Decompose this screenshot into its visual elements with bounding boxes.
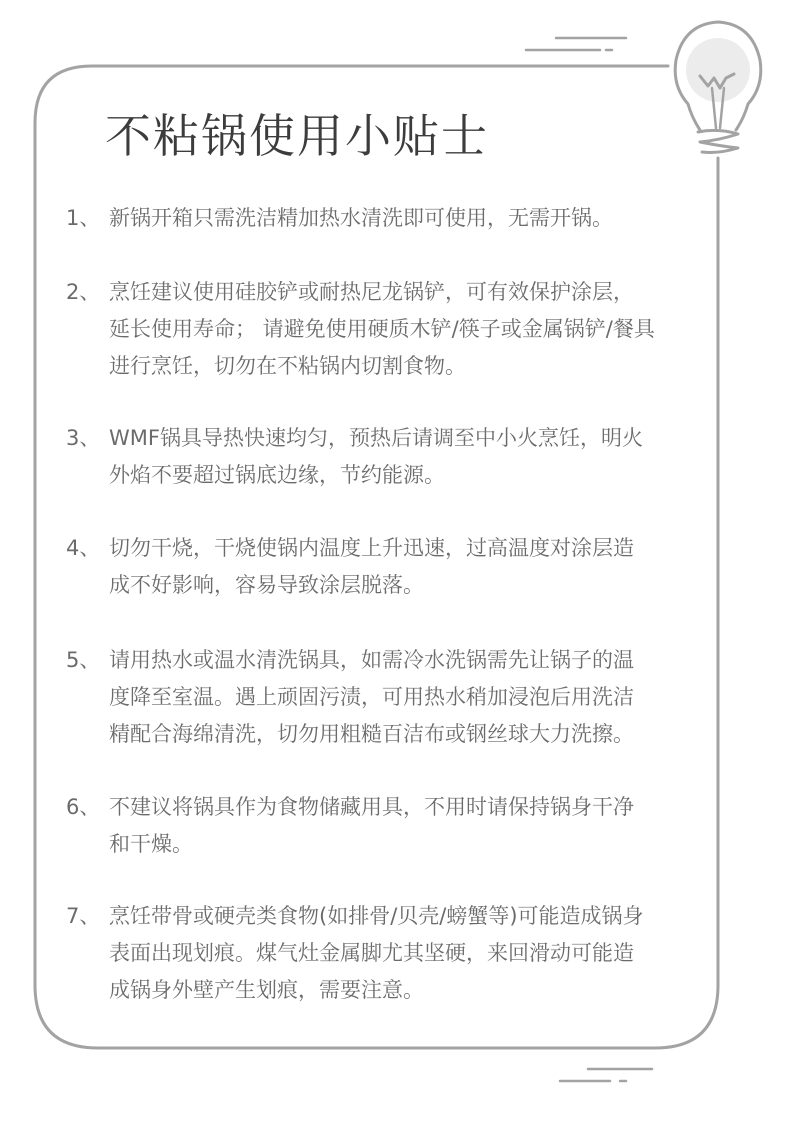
tip-item-1 — [66, 200, 696, 237]
tip-line: 度降至室温。遇上顽固污渍，可用热水稍加浸泡后用洗洁 — [109, 685, 634, 709]
tip-line: 外焰不要超过锅底边缘，节约能源。 — [109, 463, 445, 487]
tip-number: 1、 — [66, 206, 101, 230]
tip-text — [109, 530, 689, 604]
tip-line: 成锅身外壁产生划痕，需要注意。 — [109, 978, 424, 1002]
tip-line: WMF锅具导热快速均匀，预热后请调至中小火烹饪，明火 — [109, 426, 643, 450]
tip-item-6 — [66, 789, 696, 863]
tip-number: 6、 — [66, 795, 101, 819]
tip-text — [109, 789, 689, 863]
tip-line: 请用热水或温水清洗锅具，如需冷水洗锅需先让锅子的温 — [109, 648, 634, 672]
lightbulb-icon — [675, 22, 761, 153]
tip-line: 进行烹饪，切勿在不粘锅内切割食物。 — [109, 354, 466, 378]
tip-line: 烹饪建议使用硅胶铲或耐热尼龙锅铲，可有效保护涂层， — [109, 280, 634, 304]
tip-text — [109, 274, 689, 385]
tip-item-3 — [66, 420, 696, 494]
tip-line: 不建议将锅具作为食物储藏用具，不用时请保持锅身干净 — [109, 795, 634, 819]
tip-text — [109, 898, 689, 1009]
tip-number: 4、 — [66, 536, 101, 560]
tip-line: 切勿干烧，干烧使锅内温度上升迅速，过高温度对涂层造 — [109, 536, 634, 560]
tip-text — [109, 200, 689, 237]
top-dash-lines — [526, 38, 626, 50]
tip-item-4 — [66, 530, 696, 604]
tip-number: 3、 — [66, 426, 101, 450]
page-title: 不粘锅使用小贴士 — [105, 109, 489, 163]
tip-line: 表面出现划痕。煤气灶金属脚尤其坚硬，来回滑动可能造 — [109, 941, 634, 965]
tip-item-2 — [66, 274, 696, 385]
tip-text — [109, 642, 689, 753]
tip-line: 烹饪带骨或硬壳类食物(如排骨/贝壳/螃蟹等)可能造成锅身 — [109, 904, 644, 928]
tip-line: 成不好影响，容易导致涂层脱落。 — [109, 573, 424, 597]
tip-item-5 — [66, 642, 696, 753]
tip-item-7 — [66, 898, 696, 1009]
tip-line: 新锅开箱只需洗洁精加热水清洗即可使用，无需开锅。 — [109, 206, 613, 230]
tip-text — [109, 420, 689, 494]
tip-line: 和干燥。 — [109, 832, 193, 856]
bottom-dash-lines — [560, 1069, 652, 1081]
tip-number: 7、 — [66, 904, 101, 928]
tip-number: 5、 — [66, 648, 101, 672]
tip-line: 延长使用寿命； 请避免使用硬质木铲/筷子或金属锅铲/餐具 — [109, 317, 655, 341]
tip-number: 2、 — [66, 280, 101, 304]
tip-line: 精配合海绵清洗，切勿用粗糙百洁布或钢丝球大力洗擦。 — [109, 722, 634, 746]
